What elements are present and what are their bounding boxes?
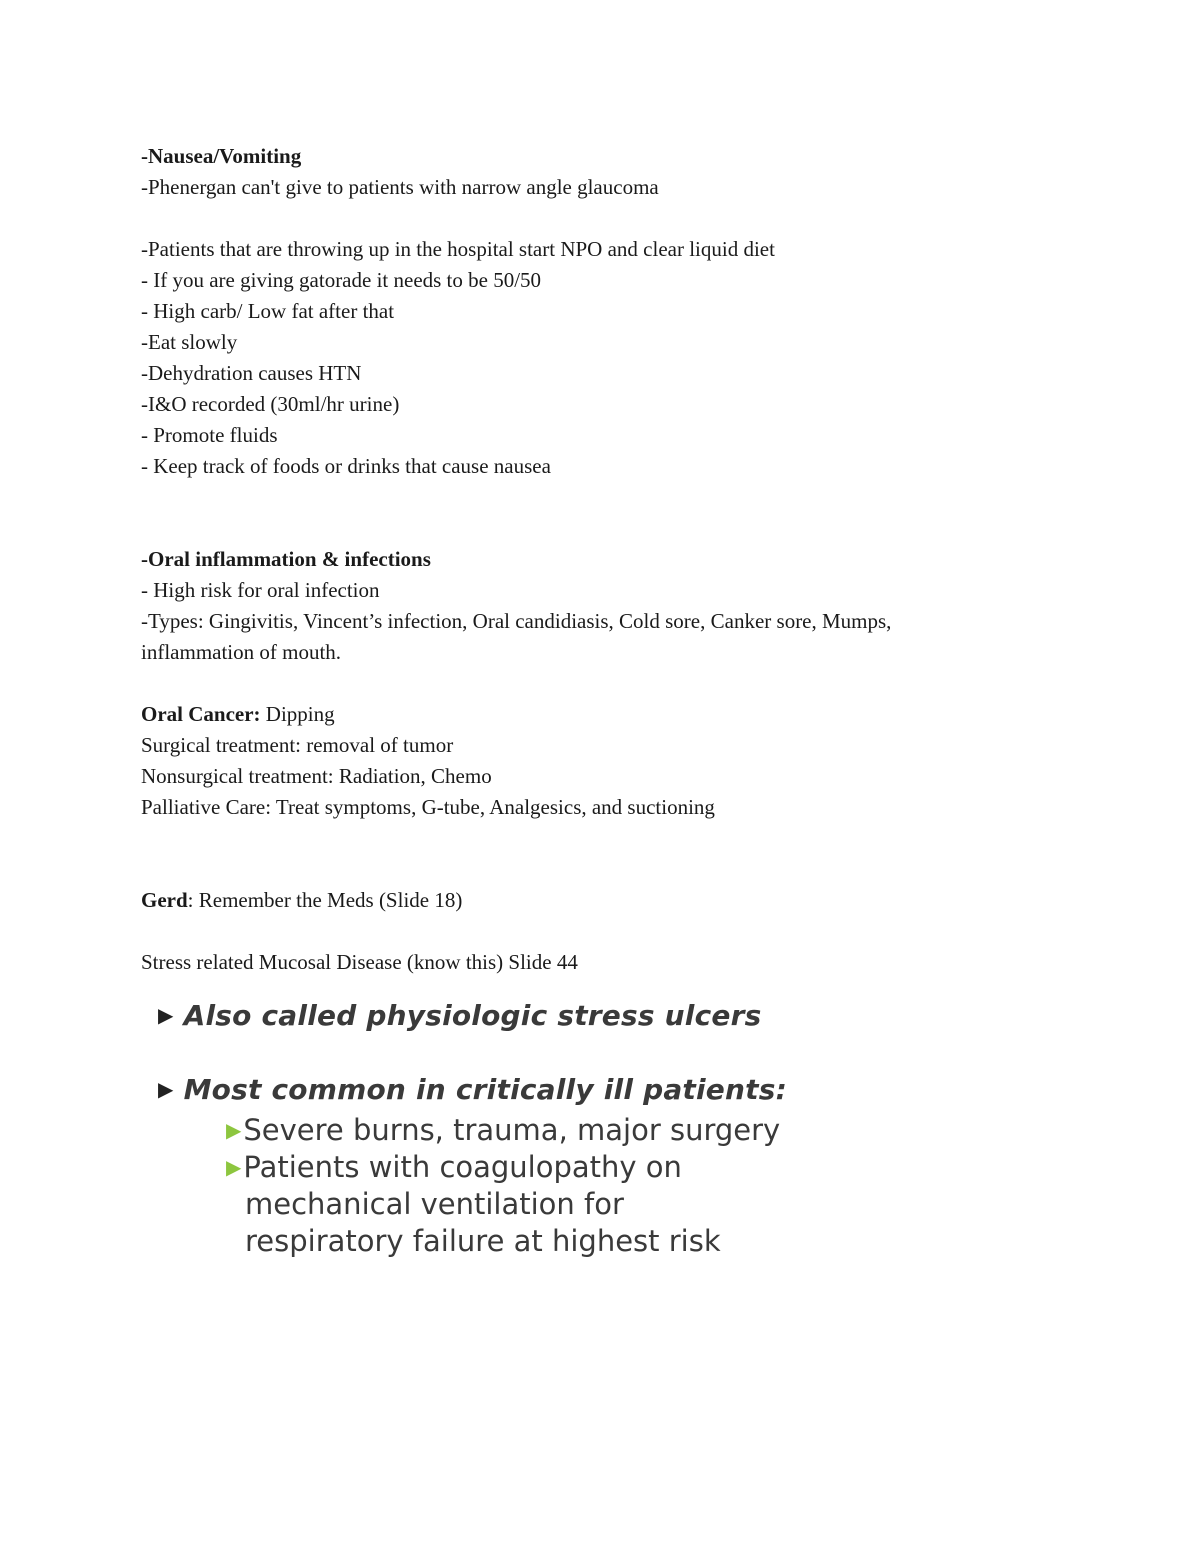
green-right-triangle-icon: ▶ [226, 1155, 242, 1179]
blank-line [141, 916, 1041, 947]
blank-line [141, 854, 1041, 885]
blank-line [141, 668, 1041, 699]
slide-sub-bullet-text: Severe burns, trauma, major surgery [243, 1113, 781, 1147]
note-line: Stress related Mucosal Disease (know this) Slide 44 [141, 950, 578, 974]
slide-sub-bullet-continuation: mechanical ventilation for [245, 1187, 624, 1221]
gerd-line [141, 885, 1041, 916]
note-line: -Phenergan can't give to patients with narrow angle glaucoma [141, 175, 659, 199]
blank-line [141, 513, 1041, 544]
oral-cancer-line [141, 699, 1041, 730]
slide-gap [158, 1038, 1058, 1066]
note-line: - Keep track of foods or drinks that cause nausea [141, 454, 551, 478]
green-right-triangle-icon: ▶ [226, 1118, 242, 1142]
note-line: - Promote fluids [141, 423, 278, 447]
slide-bullet [158, 1066, 1058, 1112]
blank-line [141, 823, 1041, 854]
nausea-heading: -Nausea/Vomiting [141, 144, 302, 168]
note-line: -I&O recorded (30ml/hr urine) [141, 392, 400, 416]
lecture-notes [141, 141, 1041, 978]
blank-line [141, 482, 1041, 513]
gerd-label: Gerd [141, 888, 188, 912]
note-line: - If you are giving gatorade it needs to be 50/50 [141, 268, 542, 292]
slide-sub-bullet [226, 1149, 1058, 1260]
slide-sub-bullet-text: Patients with coagulopathy on [243, 1150, 682, 1184]
note-line: - High carb/ Low fat after that [141, 299, 395, 323]
note-line: - High risk for oral infection [141, 578, 380, 602]
slide-bullet-text: Most common in critically ill patients: [183, 1072, 787, 1106]
note-line: -Patients that are throwing up in the hospital start NPO and clear liquid diet [141, 237, 775, 261]
gerd-text: : Remember the Meds (Slide 18) [187, 888, 463, 912]
black-right-triangle-icon: ▶ [158, 1077, 174, 1101]
oral-heading: -Oral inflammation & infections [141, 547, 431, 571]
oral-cancer-text: Dipping [260, 702, 335, 726]
note-line: -Eat slowly [141, 330, 238, 354]
note-line: Palliative Care: Treat symptoms, G-tube, Analgesics, and suctioning [141, 795, 715, 819]
slide-sub-bullet-continuation: respiratory failure at highest risk [245, 1224, 721, 1258]
note-line: Surgical treatment: removal of tumor [141, 733, 454, 757]
slide-sub-bullet [226, 1112, 1058, 1149]
black-right-triangle-icon: ▶ [158, 1003, 174, 1027]
oral-cancer-label: Oral Cancer: [141, 702, 261, 726]
blank-line [141, 203, 1041, 234]
slide-excerpt [158, 992, 1058, 1260]
note-line: -Dehydration causes HTN [141, 361, 362, 385]
slide-bullet-text: Also called physiologic stress ulcers [183, 998, 762, 1032]
note-line: -Types: Gingivitis, Vincent’s infection, Oral candidiasis, Cold sore, Canker sore, Mumps, [141, 609, 892, 633]
slide-bullet [158, 992, 1058, 1038]
note-line: Nonsurgical treatment: Radiation, Chemo [141, 764, 492, 788]
note-line: inflammation of mouth. [141, 640, 342, 664]
